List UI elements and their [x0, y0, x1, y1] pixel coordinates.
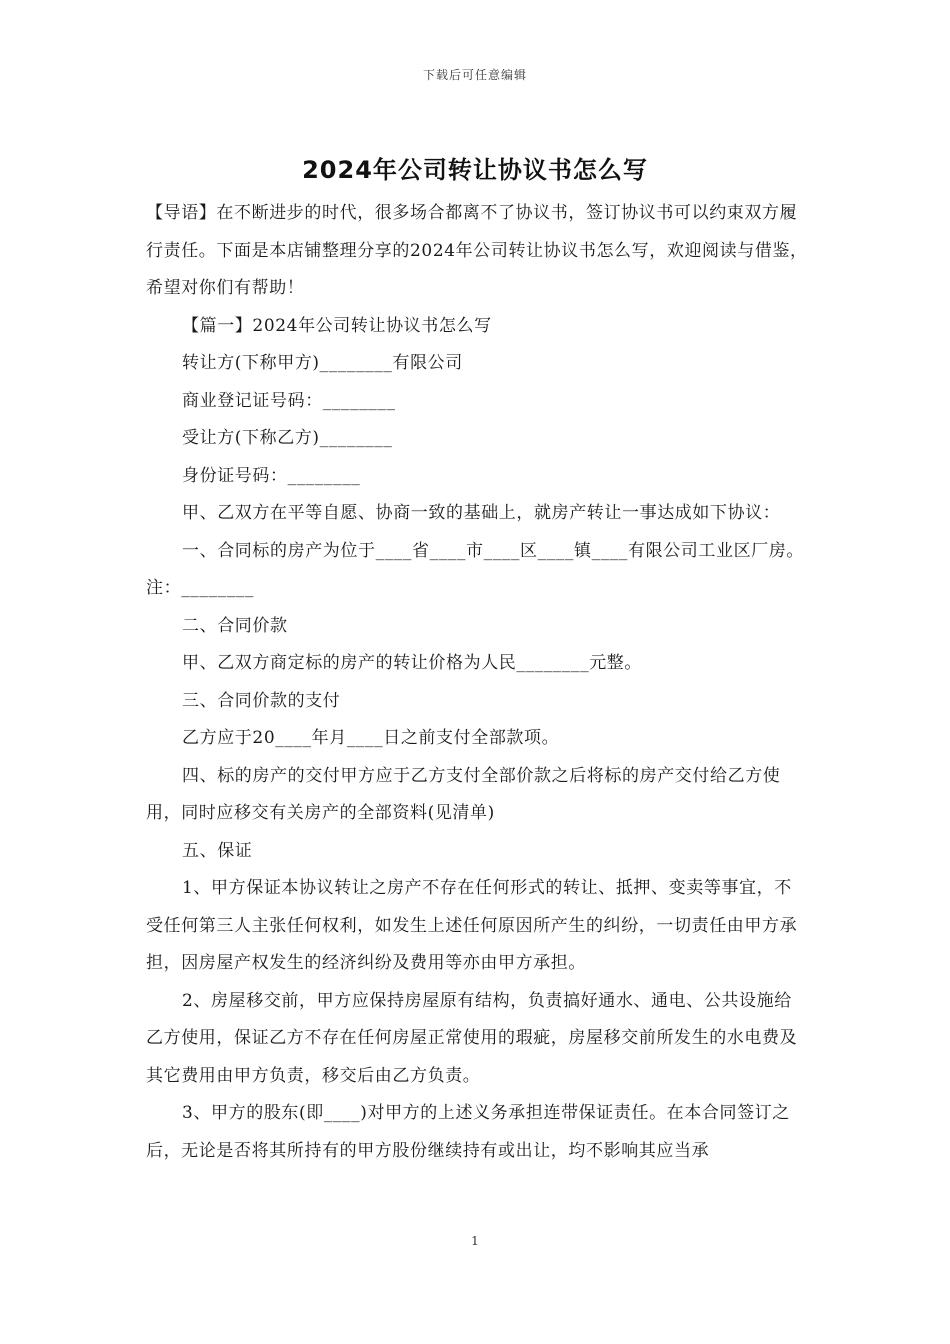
body-paragraph: 转让方(下称甲方)________有限公司	[182, 353, 463, 373]
body-paragraph: 甲、乙双方在平等自愿、协商一致的基础上，就房产转让一事达成如下协议：	[182, 503, 781, 523]
body-paragraph: 1、甲方保证本协议转让之房产不存在任何形式的转让、抵押、变卖等事宜，不受任何第三人主张任何权利，如发生上述任何原因所产生的纠纷，一切责任由甲方承担，因房屋产权发生的经济纠纷及费用等亦由甲方承担。	[146, 878, 798, 973]
body-paragraph: 乙方应于20____年月____日之前支付全部款项。	[182, 728, 560, 748]
body-paragraph: 3、甲方的股东(即____)对甲方的上述义务承担连带保证责任。在本合同签订之后，无论是否将其所持有的甲方股份继续持有或出让，均不影响其应当承	[146, 1103, 790, 1161]
body-paragraph: 2、房屋移交前，甲方应保持房屋原有结构，负责搞好通水、通电、公共设施给乙方使用，保证乙方不存在任何房屋正常使用的瑕疵，房屋移交前所发生的水电费及其它费用由甲方负责，移交后由乙方负责。	[146, 990, 798, 1086]
intro-paragraph: 【导语】在不断进步的时代，很多场合都离不了协议书，签订协议书可以约束双方履行责任。下面是本店铺整理分享的2024年公司转让协议书怎么写，欢迎阅读与借鉴，希望对你们有帮助！	[146, 203, 808, 298]
body-paragraph: 二、合同价款	[182, 615, 288, 636]
body-paragraph: 身份证号码：________	[182, 465, 361, 486]
header-note: 下载后可任意编辑	[422, 68, 527, 82]
document-body	[146, 195, 808, 1170]
body-paragraph: 五、保证	[182, 840, 253, 861]
body-paragraph: 受让方(下称乙方)________	[182, 428, 393, 448]
body-paragraph: 甲、乙双方商定标的房产的转让价格为人民________元整。	[182, 653, 642, 673]
body-paragraph: 四、标的房产的交付甲方应于乙方支付全部价款之后将标的房产交付给乙方使用，同时应移交有关房产的全部资料(见清单)	[146, 765, 781, 823]
document-title: 2024年公司转让协议书怎么写	[302, 156, 648, 184]
body-paragraph: 三、合同价款的支付	[182, 690, 341, 711]
body-paragraph: 一、合同标的房产为位于____省____市____区____镇____有限公司工业区厂房。注：________	[146, 540, 804, 598]
body-paragraph: 商业登记证号码：________	[182, 390, 396, 411]
page-number: 1	[471, 1234, 479, 1248]
section-heading: 【篇一】2024年公司转让协议书怎么写	[182, 315, 492, 336]
